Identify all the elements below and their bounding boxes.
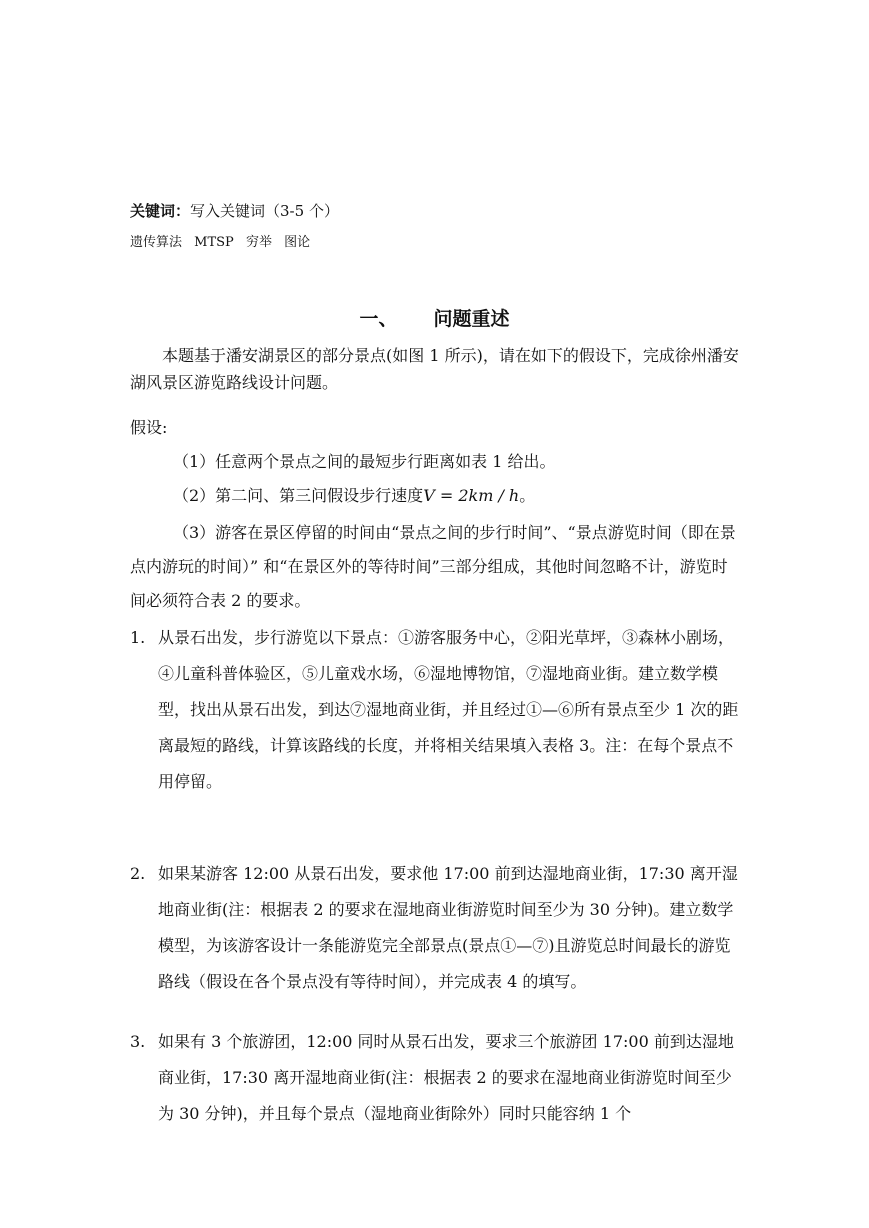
question-item bbox=[130, 1024, 742, 1132]
keywords-instruction: 写入关键词（3-5 个） bbox=[190, 202, 339, 220]
keywords-list bbox=[130, 234, 318, 252]
keyword-item: MTSP bbox=[194, 235, 234, 250]
keyword-item: 图论 bbox=[284, 235, 311, 250]
keyword-item: 穷举 bbox=[245, 235, 272, 250]
section-heading bbox=[0, 304, 869, 334]
keywords-line bbox=[130, 200, 339, 222]
assumption-suffix: 。 bbox=[519, 486, 536, 505]
keyword-item: 遗传算法 bbox=[130, 235, 183, 250]
question-item bbox=[130, 620, 742, 800]
intro-paragraph: 本题基于潘安湖景区的部分景点(如图 1 所示)，请在如下的假设下，完成徐州潘安湖风景区游览路线设计问题。 bbox=[130, 346, 739, 392]
speed-formula: V = 2km / h bbox=[423, 486, 520, 505]
question-number: 3. bbox=[130, 1032, 146, 1051]
assumptions-label: 假设: bbox=[130, 418, 168, 437]
question-text: 如果某游客 12:00 从景石出发，要求他 17:00 前到达湿地商业街，17:30 离开湿地商业街(注：根据表 2 的要求在湿地商业街游览时间至少为 30 分钟)。建立数学模型，为该游客设计一条能游览完全部景点(景点①—⑦)且游览总时间最长的游览路线（假设在各个景点没有等待时间），并完成表 4 的填写。 bbox=[158, 864, 738, 991]
assumption-item bbox=[130, 482, 740, 509]
question-text: 从景石出发，步行游览以下景点：①游客服务中心，②阳光草坪，③森林小剧场，④儿童科普体验区，⑤儿童戏水场，⑥湿地博物馆，⑦湿地商业街。建立数学模型，找出从景石出发，到达⑦湿地商业街，并且经过①—⑥所有景点至少 1 次的距离最短的路线，计算该路线的长度，并将相关结果填入表格 3。注：在每个景点不用停留。 bbox=[158, 628, 739, 791]
section-title: 问题重述 bbox=[433, 308, 510, 330]
question-number: 1. bbox=[130, 628, 146, 647]
assumption-item: （1）任意两个景点之间的最短步行距离如表 1 给出。 bbox=[173, 452, 556, 471]
assumption-item: （3）游客在景区停留的时间由“景点之间的步行时间”、“景点游览时间（即在景点内游玩的时间）” 和“在景区外的等待时间”三部分组成，其他时间忽略不计，游览时间必须符合表 2 的要求。 bbox=[130, 523, 736, 610]
question-item bbox=[130, 856, 742, 1000]
keywords-label: 关键词： bbox=[130, 202, 191, 220]
question-text: 如果有 3 个旅游团，12:00 同时从景石出发，要求三个旅游团 17:00 前到达湿地商业街，17:30 离开湿地商业街(注：根据表 2 的要求在湿地商业街游览时间至少为 30 分钟)，并且每个景点（湿地商业街除外）同时只能容纳 1 个 bbox=[158, 1032, 734, 1123]
question-number: 2. bbox=[130, 864, 146, 883]
section-number: 一、 bbox=[359, 308, 398, 330]
assumption-text: （2）第二问、第三问假设步行速度 bbox=[173, 486, 424, 505]
